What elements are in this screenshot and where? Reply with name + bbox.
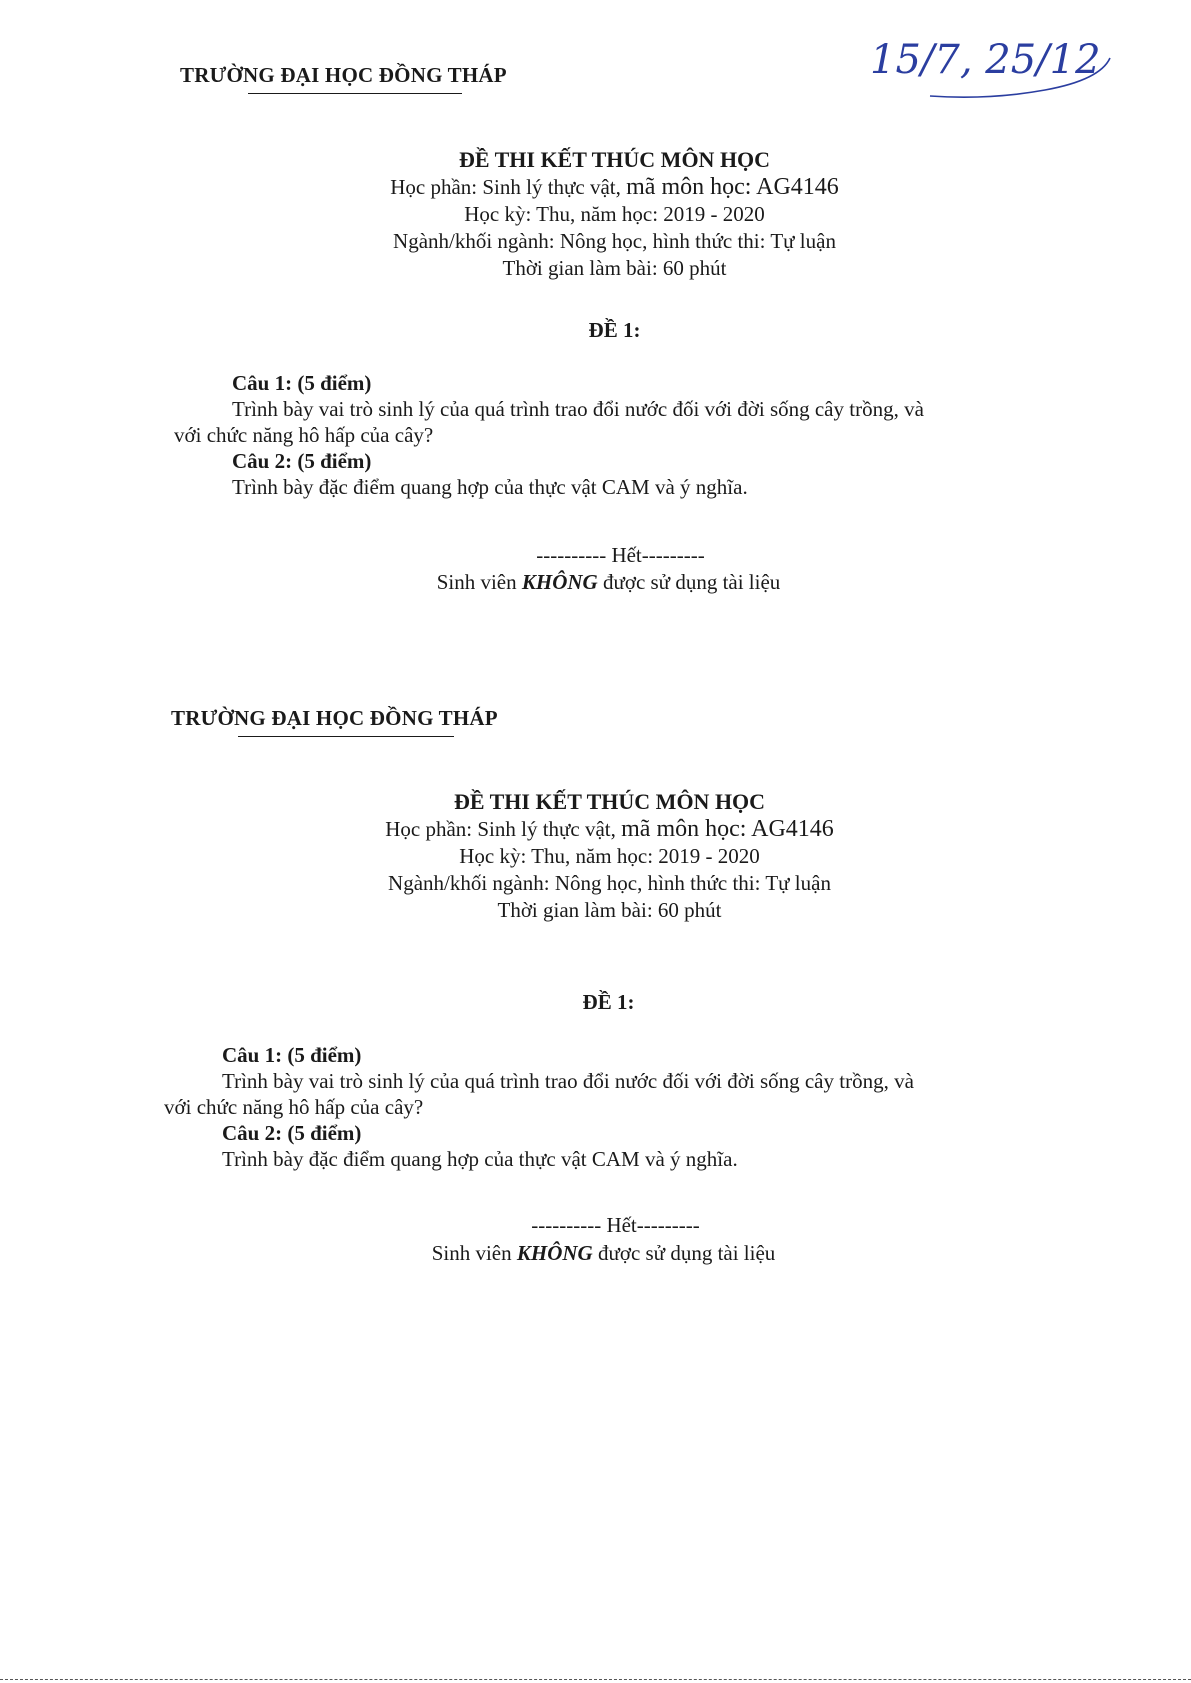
exam-title-1: ĐỀ THI KẾT THÚC MÔN HỌC [458,147,771,172]
course-line-2 [28,816,1191,843]
note-prefix-2: Sinh viên [431,1241,517,1265]
major-line-1: Ngành/khối ngành: Nông học, hình thức thi: Tự luận [393,229,836,253]
duration-line-1: Thời gian làm bài: 60 phút [502,256,727,280]
de-label-1: ĐỀ 1: [588,318,641,342]
note-suffix-2: được sử dụng tài liệu [592,1241,776,1265]
q1-text-line1-1: Trình bày vai trò sinh lý của quá trình trao đổi nước đối với đời sống cây trồng, và [232,397,924,421]
note-emphasis-2: KHÔNG [516,1241,593,1265]
school-underline-2 [238,736,454,737]
course-code-1: mã môn học: AG4146 [626,174,839,200]
handwritten-note-text: 15/7, 25/12 [870,37,1101,83]
de-label-2: ĐỀ 1: [582,990,635,1014]
semester-line-2: Học kỳ: Thu, năm học: 2019 - 2020 [459,844,760,868]
no-materials-note-2 [0,1238,1191,1268]
note-prefix-1: Sinh viên [436,570,522,594]
note-emphasis-1: KHÔNG [521,570,598,594]
q1-heading-2: Câu 1: (5 điểm) [222,1043,362,1067]
exam-header-2 [0,788,1191,924]
exam-title-2: ĐỀ THI KẾT THÚC MÔN HỌC [453,789,766,814]
q2-heading-2: Câu 2: (5 điểm) [222,1121,362,1145]
course-prefix-1: Học phần: Sinh lý thực vật, [390,175,627,199]
handwritten-note-drawing [870,18,1120,108]
questions-1 [174,370,1054,500]
course-prefix-2: Học phần: Sinh lý thực vật, [385,817,622,841]
page-bottom-edge [0,1679,1191,1680]
semester-line-1: Học kỳ: Thu, năm học: 2019 - 2020 [464,202,765,226]
q1-text-line2-2: với chức năng hô hấp của cây? [164,1095,424,1119]
end-marker-1: ---------- Hết--------- [536,543,705,567]
school-name-1: TRƯỜNG ĐẠI HỌC ĐỒNG THÁP [180,63,507,87]
exam-header-1 [0,146,1191,282]
q2-text-1: Trình bày đặc điểm quang hợp của thực vật CAM và ý nghĩa. [232,475,748,499]
no-materials-note-1 [0,567,1191,597]
end-marker-2: ---------- Hết--------- [531,1213,700,1237]
course-line-1 [38,174,1191,201]
q2-heading-1: Câu 2: (5 điểm) [232,449,372,473]
handwritten-note [870,18,1120,108]
school-underline-1 [248,93,462,94]
q1-text-line1-2: Trình bày vai trò sinh lý của quá trình trao đổi nước đối với đời sống cây trồng, và [222,1069,914,1093]
q1-heading-1: Câu 1: (5 điểm) [232,371,372,395]
duration-line-2: Thời gian làm bài: 60 phút [497,898,722,922]
school-name-2: TRƯỜNG ĐẠI HỌC ĐỒNG THÁP [171,706,498,730]
questions-2 [164,1042,1044,1172]
major-line-2: Ngành/khối ngành: Nông học, hình thức thi: Tự luận [388,871,831,895]
note-suffix-1: được sử dụng tài liệu [597,570,781,594]
q2-text-2: Trình bày đặc điểm quang hợp của thực vật CAM và ý nghĩa. [222,1147,738,1171]
q1-text-line2-1: với chức năng hô hấp của cây? [174,423,434,447]
course-code-2: mã môn học: AG4146 [621,816,834,842]
